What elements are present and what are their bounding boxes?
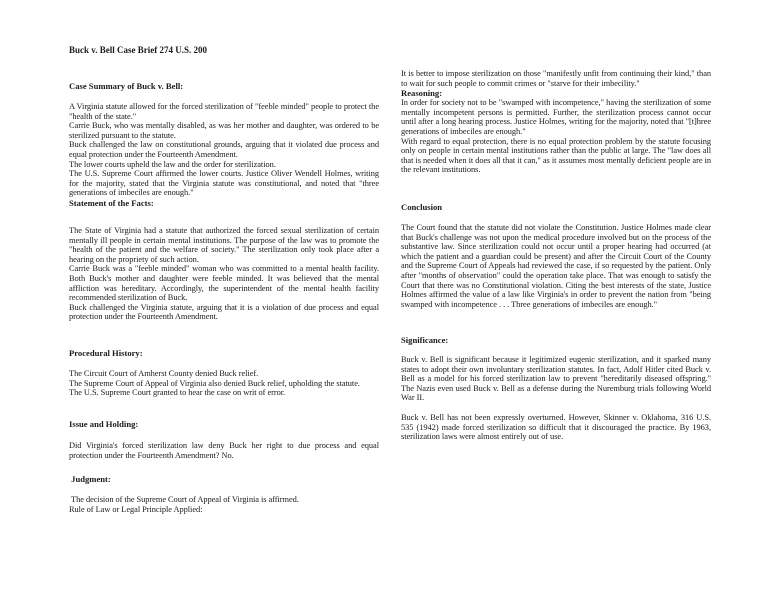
summary-paragraph: Carrie Buck, who was mentally disabled, as was her mother and daughter, was ordered to be sterilized pursuant to the statute. [69,121,379,140]
significance-section [401,355,711,442]
case-summary-heading: Case Summary of Buck v. Bell: [69,81,184,91]
significance-paragraph: Buck v. Bell is significant because it legitimized eugenic sterilization, and it sparked many states to adopt their own involuntary sterilization statutes. In fact, Adolf Hitler cited Buck v. Bell as a model for his forced sterilization law to prevent "hereditarily diseased offspring." The Nazis even used Buck v. Bell as a defense during the Nuremburg trials following World War II. [401,355,711,403]
judgment-section [69,495,379,514]
issue-holding-heading: Issue and Holding: [69,419,139,429]
conclusion-heading: Conclusion [401,202,443,212]
procedural-paragraph: The U.S. Supreme Court granted to hear the case on writ of error. [69,388,286,398]
judgment-paragraph: The decision of the Supreme Court of Appeal of Virginia is affirmed. [69,495,299,504]
reasoning-heading: Reasoning: [401,88,443,99]
judgment-heading: Judgment: [69,474,111,484]
facts-section [69,226,379,322]
summary-paragraph: A Virginia statute allowed for the forced sterilization of "feeble minded" people to protect the "health of the state." [69,102,379,121]
facts-paragraph: Buck challenged the Virginia statute, arguing that it is a violation of due process and equal protection under the Fourteenth Amendment. [69,302,379,322]
rule-of-law-text: It is better to impose sterilization on those "manifestly unfit from continuing their kind," than to wait for such people to commit crimes or "starve for their imbecility." [401,69,711,88]
facts-heading: Statement of the Facts: [69,197,154,208]
reasoning-paragraph: With regard to equal protection, there is no equal protection problem by the statute focusing only on people in certain mental institutions rather than the public at large. The "law does all that is needed when it does all that it can," as it assumes most mentally deficient people are in the relevant institutions. [401,136,711,175]
summary-paragraph: The lower courts upheld the law and the order for sterilization. [69,159,276,169]
procedural-paragraph: The Supreme Court of Appeal of Virginia also denied Buck relief, upholding the statute. [69,378,360,388]
conclusion-section [401,223,711,309]
summary-paragraph: Buck challenged the law on constitutional grounds, arguing that it violated due process and equal protection under the Fourteenth Amendment. [69,140,379,159]
summary-paragraph: The U.S. Supreme Court affirmed the lower courts. Justice Oliver Wendell Holmes, writing for the majority, stated that the Virginia statute was constitutional, and noted that "three generations of imbeciles are enough." [69,169,379,198]
reasoning-paragraph: In order for society not to be "swamped with incompetence," having the sterilization of some mentally incompetent persons is permitted. Further, the sterilization process cannot occur until after a long hearing process. Justice Holmes, writing for the majority, noted that "[t]hree generations of imbeciles are enough." [401,98,711,136]
procedural-history-heading: Procedural History: [69,348,143,358]
conclusion-text: The Court found that the statute did not violate the Constitution. Justice Holmes made clear that Buck's challenge was not upon the medical procedure involved but on the process of the substantive law. Since sterilization could not occur until a proper hearing had occurred (at which the patient and a guardian could be present) and after the Circuit Court of the County and the Supreme Court of Appeals had reviewed the case, if so requested by the patient. Only after "months of observation" could the operation take place. That was enough to satisfy the Court that there was no Constitutional violation. Citing the best interests of the state, Justice Holmes affirmed the value of a law like Virginia's in order to prevent the nation from "being swamped with incompetence . . . Three generations of imbeciles are enough." [401,223,711,309]
procedural-paragraph: The Circuit Court of Amherst County denied Buck relief. [69,369,259,378]
significance-paragraph: Buck v. Bell has not been expressly overturned. However, Skinner v. Oklahoma, 316 U.S. 535 (1942) made forced sterilization so difficult that it discouraged the practice. By 1963, sterilization laws were almost entirely out of use. [401,412,711,442]
facts-paragraph: The State of Virginia had a statute that authorized the forced sexual sterilization of certain mentally ill people in certain mental institutions. The purpose of the law was to promote the "health of the patient and the welfare of society." The sterilization only took place after a hearing on the propriety of such action. [69,226,379,264]
issue-text: Did Virginia's forced sterilization law deny Buck her right to due process and equal protection under the Fourteenth Amendment? No. [69,441,379,460]
case-summary-section [69,102,379,208]
document-title: Buck v. Bell Case Brief 274 U.S. 200 [69,45,208,55]
procedural-history-section [69,369,379,398]
significance-heading: Significance: [401,335,449,345]
issue-holding-section [69,441,379,460]
judgment-paragraph: Rule of Law or Legal Principle Applied: [69,504,203,514]
rule-of-law-section [401,69,711,175]
facts-paragraph: Carrie Buck was a "feeble minded" woman who was committed to a mental health facility. Both Buck's mother and daughter were feeble minded. It was believed that the mental affliction was hereditary. Accordingly, the superintendent of the mental health facility recommended sterilization of Buck. [69,264,379,303]
